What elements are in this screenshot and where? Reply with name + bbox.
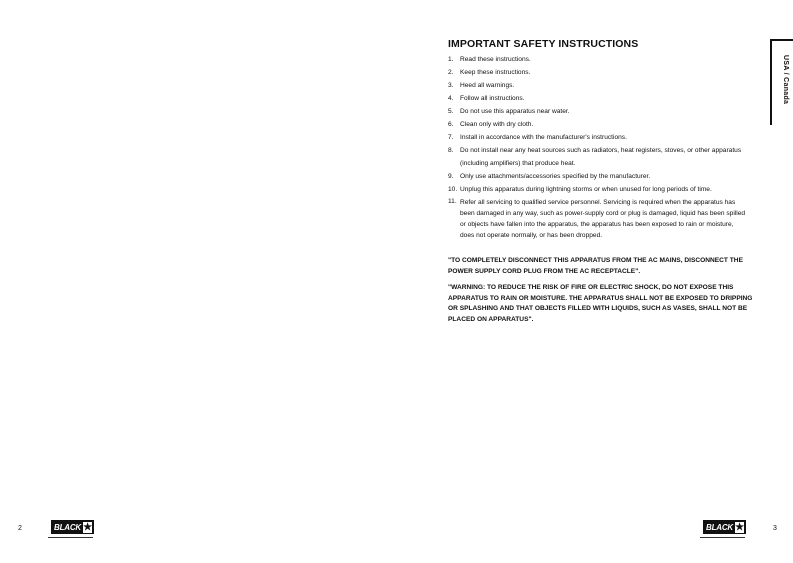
instruction-number: 9.	[448, 173, 454, 180]
region-tab-label: USA / Canada	[782, 55, 789, 105]
instruction-item	[448, 131, 748, 144]
star-icon: ★	[735, 521, 744, 533]
warning-notice: "WARNING: TO REDUCE THE RISK OF FIRE OR ELECTRIC SHOCK, DO NOT EXPOSE THIS APPARATUS TO RAIN OR MOISTURE. THE APPARATUS SHALL NOT BE EXPOSED TO DRIPPING OR SPLASHING AND THAT OBJECTS FILLED WITH LIQUIDS, SUCH AS VASES, SHALL NOT BE PLACED ON APPARATUS".	[448, 284, 753, 323]
instruction-item	[448, 92, 748, 105]
instruction-text: Install in accordance with the manufacturer's instructions.	[460, 134, 627, 141]
footer-rule-right	[700, 537, 745, 538]
instruction-number: 6.	[448, 121, 454, 128]
page-number-right: 3	[773, 525, 777, 532]
safety-heading: IMPORTANT SAFETY INSTRUCTIONS	[448, 38, 639, 50]
instruction-number: 7.	[448, 134, 454, 141]
instruction-item	[448, 170, 748, 183]
instruction-item	[448, 118, 748, 131]
instruction-item	[448, 53, 748, 66]
star-icon: ★	[83, 521, 92, 533]
instruction-text: Read these instructions.	[460, 56, 531, 63]
instruction-text: Clean only with dry cloth.	[460, 121, 534, 128]
instruction-number: 5.	[448, 108, 454, 115]
disconnect-notice: "TO COMPLETELY DISCONNECT THIS APPARATUS FROM THE AC MAINS, DISCONNECT THE POWER SUPPLY CORD PLUG FROM THE AC RECEPTACLE".	[448, 257, 743, 275]
instruction-item	[448, 183, 748, 196]
instruction-number: 1.	[448, 56, 454, 63]
instruction-text: Do not use this apparatus near water.	[460, 108, 570, 115]
instruction-item	[448, 196, 748, 242]
instruction-number: 8.	[448, 147, 454, 154]
instruction-item	[448, 144, 748, 170]
instruction-number: 3.	[448, 82, 454, 89]
page-number-left: 2	[18, 525, 22, 532]
instruction-text: Do not install near any heat sources such as radiators, heat registers, stoves, or other apparatus (including amplifiers) that produce heat.	[460, 147, 742, 167]
instruction-number: 11.	[448, 198, 457, 205]
brand-logo-text: BLACK	[54, 522, 81, 532]
instruction-number: 2.	[448, 69, 454, 76]
brand-logo-left	[51, 520, 94, 534]
instruction-list	[448, 53, 748, 242]
instruction-number: 10.	[448, 186, 458, 193]
brand-logo-text: BLACK	[706, 522, 733, 532]
instruction-text: Refer all servicing to qualified service personnel. Servicing is required when the apparatus has been damaged in any way, such as power-supply cord or plug is damaged, liquid has been spilled or objects have fallen into the apparatus, the apparatus has been exposed to rain or moisture, does not operate normally, or has been dropped.	[460, 199, 746, 239]
instruction-text: Unplug this apparatus during lightning storms or when unused for long periods of time.	[460, 186, 712, 193]
instruction-text: Keep these instructions.	[460, 69, 531, 76]
instruction-text: Follow all instructions.	[460, 95, 525, 102]
instruction-text: Heed all warnings.	[460, 82, 515, 89]
instruction-item	[448, 66, 748, 79]
instruction-item	[448, 105, 748, 118]
instruction-text: Only use attachments/accessories specified by the manufacturer.	[460, 173, 651, 180]
instruction-number: 4.	[448, 95, 454, 102]
instruction-item	[448, 79, 748, 92]
brand-logo-right	[703, 520, 746, 534]
footer-rule-left	[48, 537, 93, 538]
